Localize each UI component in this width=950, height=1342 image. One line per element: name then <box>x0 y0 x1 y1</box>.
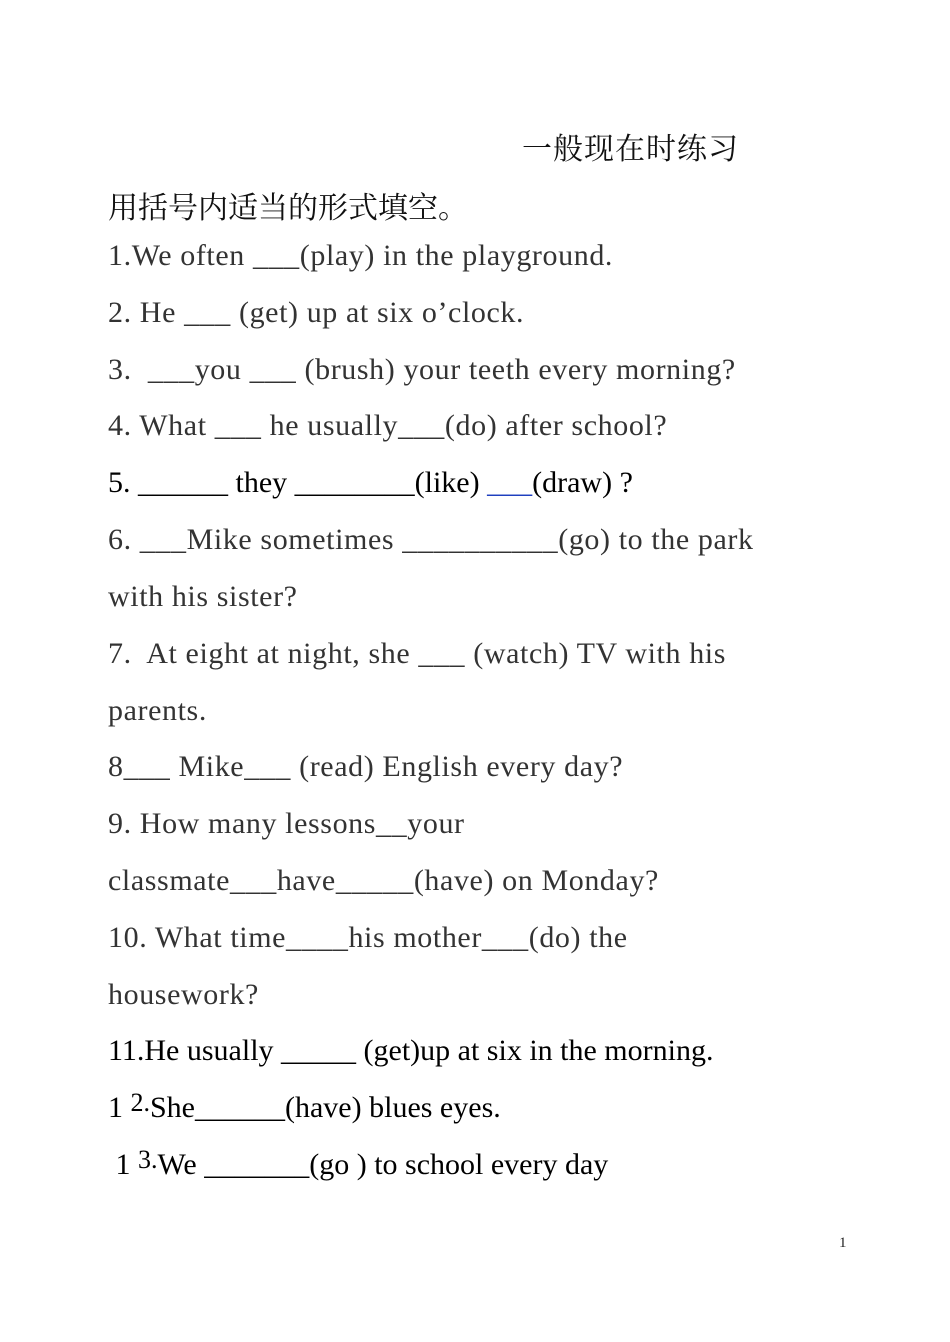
line-12-prefix: 1 <box>108 1091 131 1124</box>
line-5-part-1: 5. ______ they ________(like) <box>108 466 488 499</box>
exercise-line-6: 6. ___Mike sometimes __________(go) to the park <box>108 523 754 556</box>
exercise-line-5 <box>108 466 633 500</box>
exercise-line-3: 3. ___you ___ (brush) your teeth every morning? <box>108 353 736 386</box>
page-title: 一般现在时练习 <box>522 132 739 167</box>
line-5-blank: ___ <box>487 466 533 499</box>
exercise-line-12 <box>108 1088 501 1125</box>
exercise-line-13 <box>108 1145 609 1182</box>
exercise-line-11: 11.He usually _____ (get)up at six in the morning. <box>108 1034 714 1067</box>
exercise-line-2: 2. He ___ (get) up at six o’clock. <box>108 296 525 329</box>
exercise-line-4: 4. What ___ he usually___(do) after school? <box>108 409 668 442</box>
line-12-number: 2. <box>130 1088 150 1117</box>
instruction-text: 用括号内适当的形式填空。 <box>108 191 468 226</box>
exercise-line-10: 10. What time____his mother___(do) the <box>108 921 628 954</box>
exercise-line-7-continued: parents. <box>108 694 207 727</box>
exercise-line-9-continued: classmate___have_____(have) on Monday? <box>108 864 659 897</box>
line-12-text: She______(have) blues eyes. <box>150 1091 501 1124</box>
exercise-line-8: 8___ Mike___ (read) English every day? <box>108 750 624 783</box>
page-number: 1 <box>839 1235 847 1251</box>
exercise-line-6-continued: with his sister? <box>108 580 298 613</box>
exercise-line-9: 9. How many lessons__your <box>108 807 465 840</box>
line-13-number: 3. <box>138 1145 158 1174</box>
exercise-line-10-continued: housework? <box>108 978 259 1011</box>
exercise-line-1: 1.We often ___(play) in the playground. <box>108 239 614 272</box>
line-5-part-2: (draw) ? <box>532 466 633 499</box>
line-13-text: We _______(go ) to school every day <box>157 1148 609 1181</box>
exercise-line-7: 7. At eight at night, she ___ (watch) TV with his <box>108 637 727 670</box>
line-13-prefix: 1 <box>108 1148 138 1181</box>
